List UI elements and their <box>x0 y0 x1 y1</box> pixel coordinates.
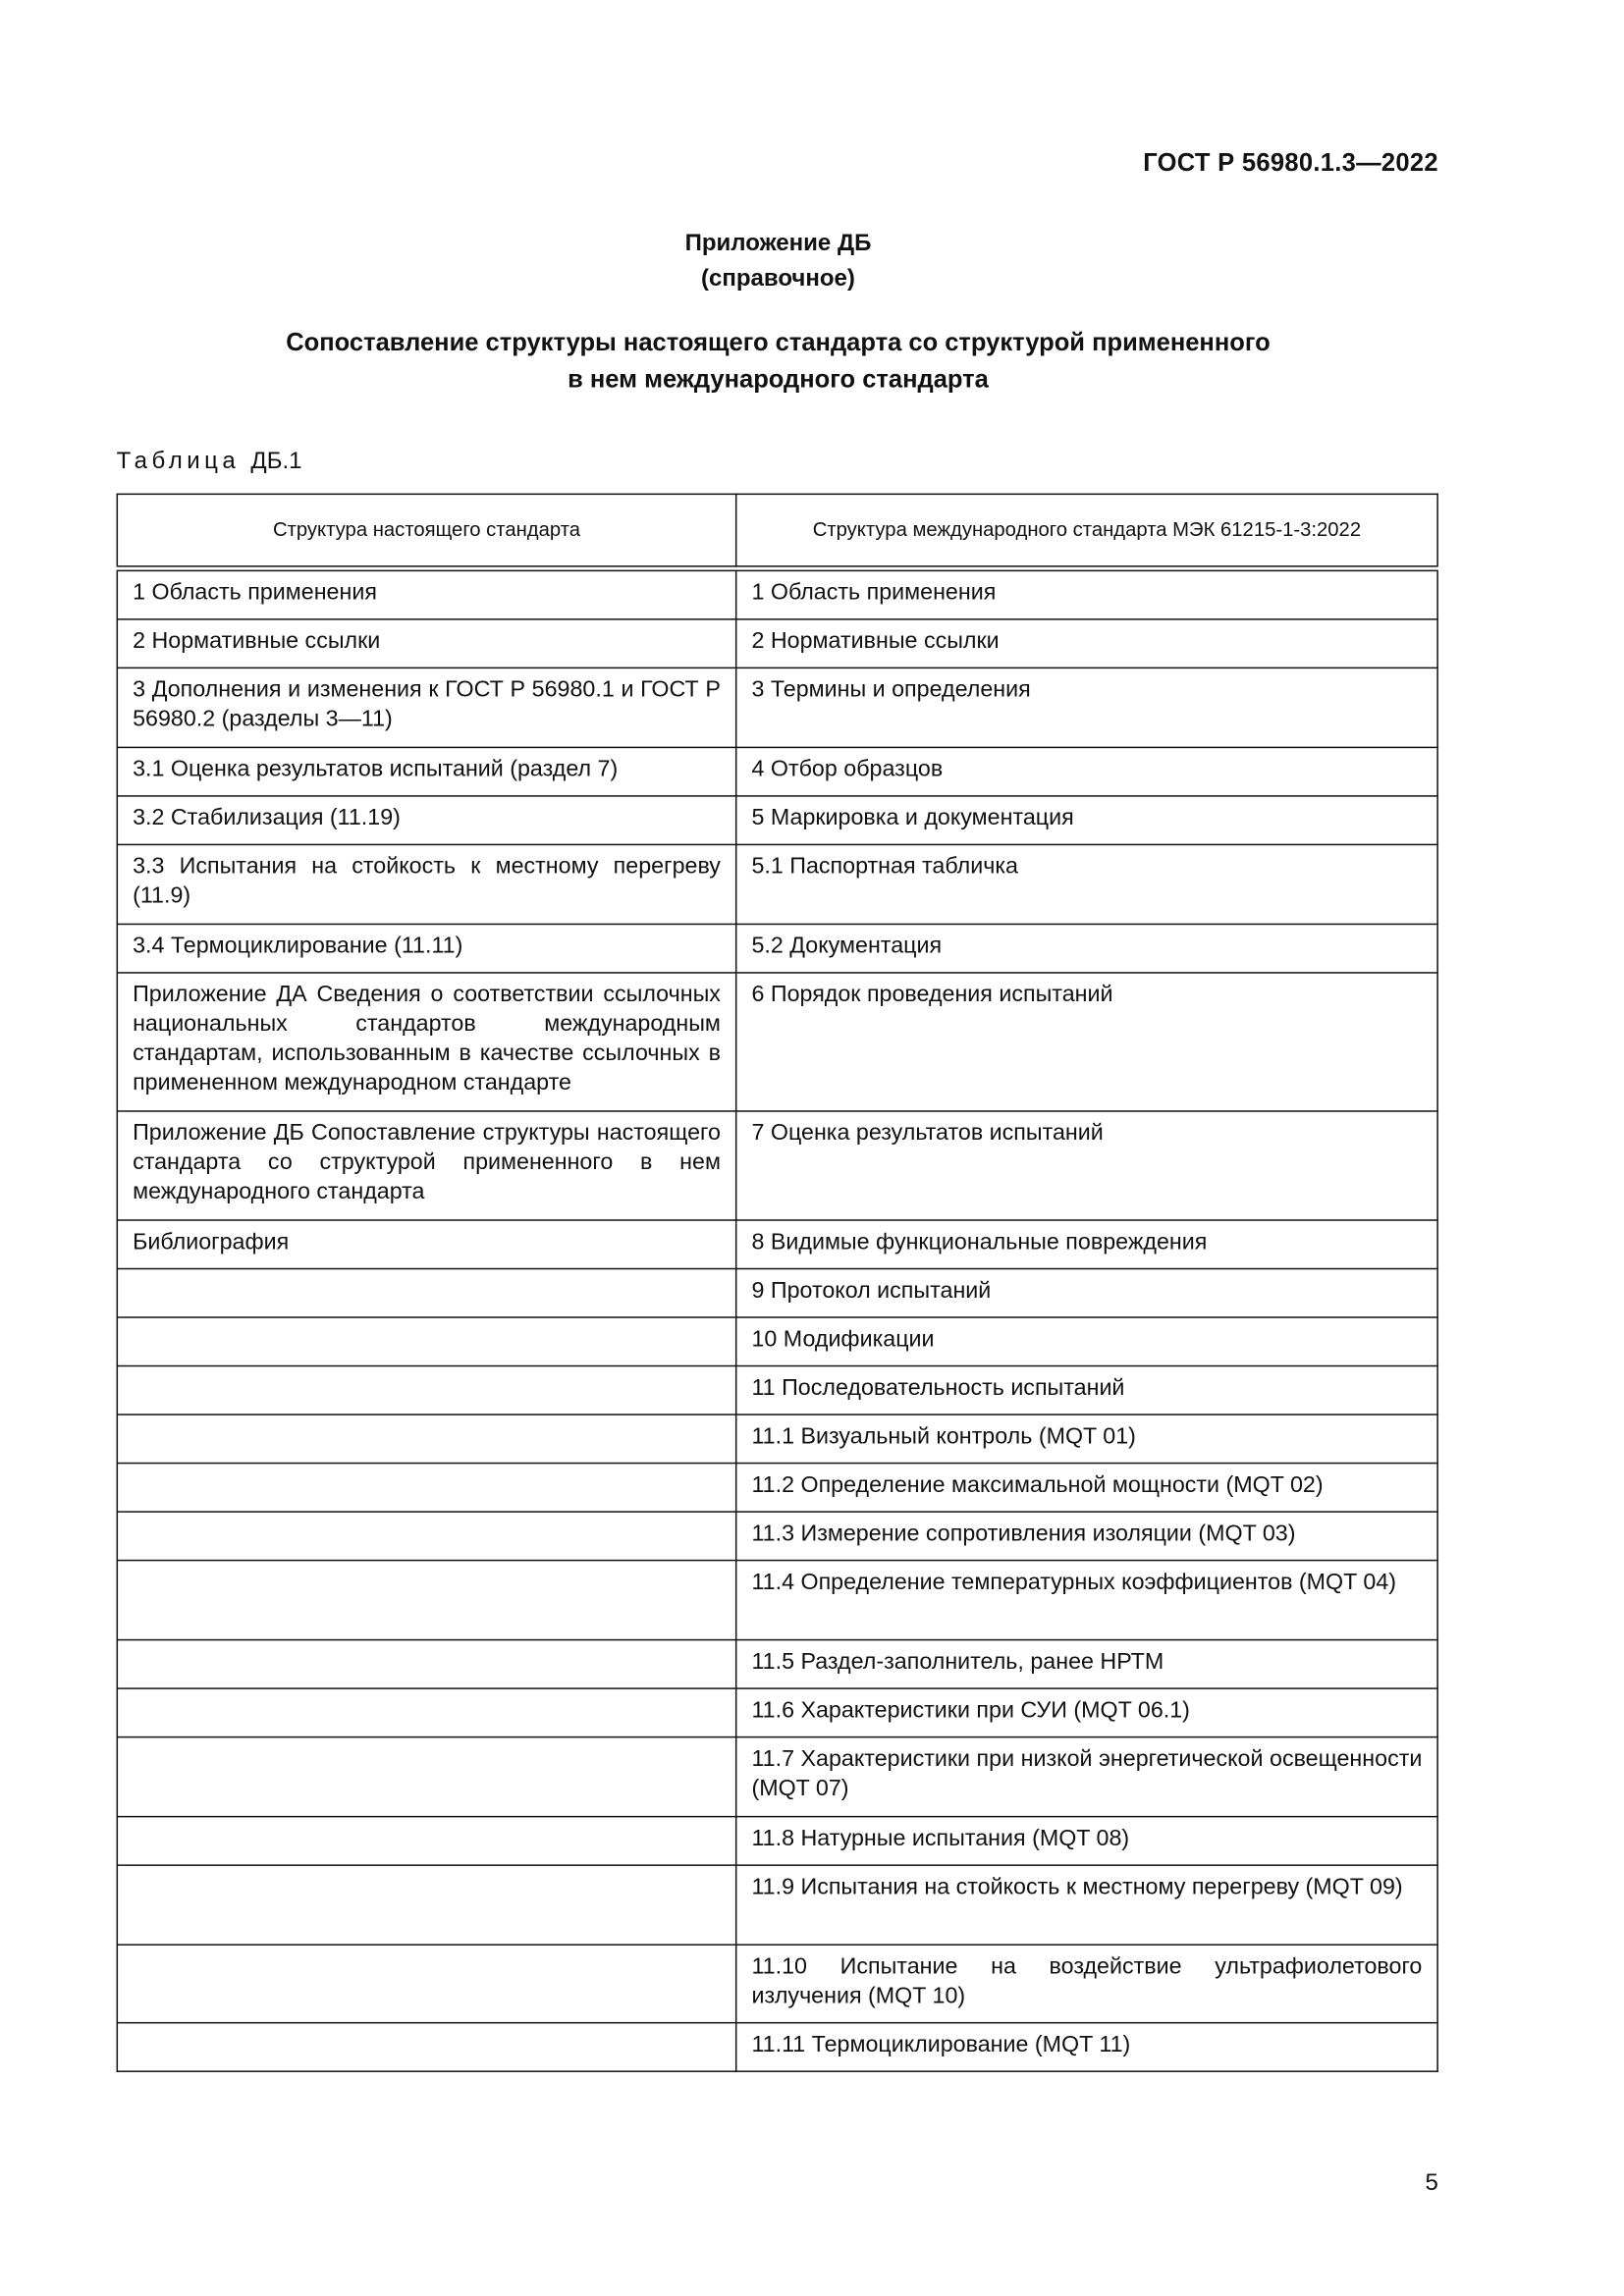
cell-national-structure <box>117 1366 735 1415</box>
cell-international-structure: 3 Термины и определения <box>736 667 1437 747</box>
table-body <box>117 568 1437 2071</box>
cell-international-structure: 1 Область применения <box>736 568 1437 619</box>
table-row <box>117 844 1437 924</box>
cell-national-structure: Приложение ДБ Сопоставление структуры настоящего стандарта со структурой примененного в нем международного стандарта <box>117 1111 735 1220</box>
table-label <box>117 450 302 476</box>
cell-national-structure <box>117 1415 735 1464</box>
cell-national-structure <box>117 1945 735 2023</box>
table-row <box>117 667 1437 747</box>
appendix-title <box>0 324 1556 398</box>
table-row <box>117 1512 1437 1561</box>
table-row <box>117 2023 1437 2072</box>
cell-national-structure <box>117 1269 735 1318</box>
cell-national-structure <box>117 1317 735 1366</box>
header-national-structure: Структура настоящего стандарта <box>117 494 735 568</box>
cell-international-structure: 11.10 Испытание на воздействие ультрафиолетового излучения (MQT 10) <box>736 1945 1437 2023</box>
table-row <box>117 1737 1437 1817</box>
cell-international-structure: 11.11 Термоциклирование (MQT 11) <box>736 2023 1437 2072</box>
cell-national-structure <box>117 1640 735 1689</box>
table-row <box>117 796 1437 845</box>
cell-national-structure: 3.2 Стабилизация (11.19) <box>117 796 735 845</box>
table-row <box>117 1817 1437 1866</box>
table-row <box>117 619 1437 668</box>
appendix-title-line-2: в нем международного стандарта <box>568 365 989 394</box>
cell-international-structure: 11.8 Натурные испытания (MQT 08) <box>736 1817 1437 1866</box>
page-number: 5 <box>1425 2170 1438 2196</box>
cell-national-structure <box>117 1737 735 1817</box>
cell-international-structure: 11.7 Характеристики при низкой энергетической освещенности (MQT 07) <box>736 1737 1437 1817</box>
cell-national-structure <box>117 2023 735 2072</box>
cell-national-structure: 1 Область применения <box>117 568 735 619</box>
cell-international-structure: 4 Отбор образцов <box>736 747 1437 796</box>
table-row <box>117 747 1437 796</box>
cell-national-structure <box>117 1688 735 1737</box>
cell-international-structure: 7 Оценка результатов испытаний <box>736 1111 1437 1220</box>
table-row <box>117 1415 1437 1464</box>
cell-international-structure: 11.5 Раздел-заполнитель, ранее НРТМ <box>736 1640 1437 1689</box>
cell-national-structure: 3.1 Оценка результатов испытаний (раздел 7) <box>117 747 735 796</box>
cell-international-structure: 11.9 Испытания на стойкость к местному перегреву (MQT 09) <box>736 1865 1437 1945</box>
appendix-title-line-1: Сопоставление структуры настоящего стандарта со структурой примененного <box>286 328 1271 357</box>
table-row <box>117 1366 1437 1415</box>
cell-national-structure: 3.4 Термоциклирование (11.11) <box>117 924 735 973</box>
table-row <box>117 1561 1437 1640</box>
cell-international-structure: 5 Маркировка и документация <box>736 796 1437 845</box>
table-row <box>117 1640 1437 1689</box>
cell-national-structure: Библиография <box>117 1220 735 1269</box>
document-id: ГОСТ Р 56980.1.3—2022 <box>1143 148 1438 178</box>
cell-international-structure: 2 Нормативные ссылки <box>736 619 1437 668</box>
cell-national-structure <box>117 1865 735 1945</box>
cell-national-structure: 2 Нормативные ссылки <box>117 619 735 668</box>
table-row <box>117 1464 1437 1513</box>
cell-international-structure: 11.4 Определение температурных коэффициентов (MQT 04) <box>736 1561 1437 1640</box>
cell-national-structure <box>117 1512 735 1561</box>
cell-national-structure: 3 Дополнения и изменения к ГОСТ Р 56980.1 и ГОСТ Р 56980.2 (разделы 3—11) <box>117 667 735 747</box>
table-row <box>117 1945 1437 2023</box>
table-header-row <box>117 494 1437 568</box>
cell-international-structure: 11.2 Определение максимальной мощности (MQT 02) <box>736 1464 1437 1513</box>
cell-international-structure: 11.6 Характеристики при СУИ (MQT 06.1) <box>736 1688 1437 1737</box>
table-row <box>117 924 1437 973</box>
cell-international-structure: 5.1 Паспортная табличка <box>736 844 1437 924</box>
header-international-structure: Структура международного стандарта МЭК 61215-1-3:2022 <box>736 494 1437 568</box>
table-row <box>117 1269 1437 1318</box>
cell-international-structure: 9 Протокол испытаний <box>736 1269 1437 1318</box>
table-label-number: ДБ.1 <box>250 449 302 475</box>
table-row <box>117 1688 1437 1737</box>
cell-international-structure: 6 Порядок проведения испытаний <box>736 973 1437 1111</box>
cell-national-structure <box>117 1817 735 1866</box>
table-label-word: Таблица <box>116 449 241 475</box>
cell-international-structure: 8 Видимые функциональные повреждения <box>736 1220 1437 1269</box>
appendix-heading <box>0 227 1556 297</box>
cell-national-structure <box>117 1464 735 1513</box>
table-row <box>117 1865 1437 1945</box>
cell-international-structure: 11 Последовательность испытаний <box>736 1366 1437 1415</box>
table-row <box>117 568 1437 619</box>
table-row <box>117 1111 1437 1220</box>
cell-international-structure: 5.2 Документация <box>736 924 1437 973</box>
cell-international-structure: 11.1 Визуальный контроль (MQT 01) <box>736 1415 1437 1464</box>
cell-national-structure: Приложение ДА Сведения о соответствии ссылочных национальных стандартов международным стандартам, использованным в качестве ссылочных в примененном международном стандарте <box>117 973 735 1111</box>
table-row <box>117 973 1437 1111</box>
table-row <box>117 1317 1437 1366</box>
appendix-kind: (справочное) <box>701 266 855 293</box>
structure-comparison-table <box>117 494 1438 2072</box>
cell-national-structure: 3.3 Испытания на стойкость к местному перегреву (11.9) <box>117 844 735 924</box>
appendix-name: Приложение ДБ <box>684 231 872 257</box>
cell-national-structure <box>117 1561 735 1640</box>
cell-international-structure: 11.3 Измерение сопротивления изоляции (MQT 03) <box>736 1512 1437 1561</box>
cell-international-structure: 10 Модификации <box>736 1317 1437 1366</box>
table-row <box>117 1220 1437 1269</box>
